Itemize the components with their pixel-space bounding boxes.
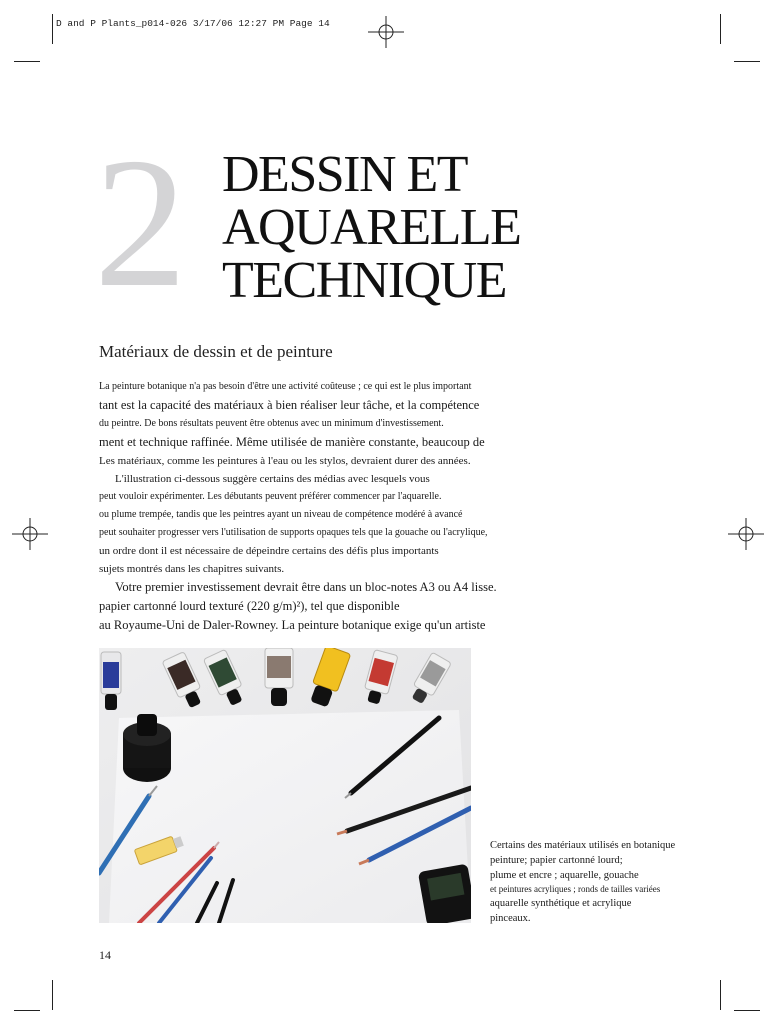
caption-line: et peintures acryliques ; ronds de tailles variées xyxy=(490,884,661,894)
body-line: Les matériaux, comme les peintures à l'eau ou les stylos, devraient durer des années. xyxy=(99,455,471,467)
body-line: un ordre dont il est nécessaire de dépeindre certains des défis plus importants xyxy=(99,545,439,557)
body-line: au Royaume-Uni de Daler-Rowney. La peinture botanique exige qu'un artiste xyxy=(99,618,486,632)
photo-caption xyxy=(490,838,690,926)
body-line: sujets montrés dans les chapitres suivants. xyxy=(99,563,285,575)
caption-line: aquarelle synthétique et acrylique xyxy=(490,898,632,909)
print-slug: D and P Plants_p014-026 3/17/06 12:27 PM Page 14 xyxy=(56,18,330,29)
body-line: Votre premier investissement devrait être dans un bloc-notes A3 ou A4 lisse. xyxy=(115,580,497,594)
caption-line: peinture; papier cartonné lourd; xyxy=(490,855,623,866)
chapter-title-line: DESSIN ET xyxy=(222,146,468,203)
body-line: tant est la capacité des matériaux à bien réaliser leur tâche, et la compétence xyxy=(99,398,480,412)
materials-photo xyxy=(99,648,471,923)
chapter-title-line: AQUARELLE xyxy=(222,199,521,256)
chapter-title xyxy=(222,148,520,307)
chapter-title-line: TECHNIQUE xyxy=(222,252,507,309)
caption-line: pinceaux. xyxy=(490,913,531,924)
materials-photo-image xyxy=(99,648,471,923)
body-line: ou plume trempée, tandis que les peintres ayant un niveau de compétence modéré à avancé xyxy=(99,509,463,520)
body-line: peut vouloir expérimenter. Les débutants peuvent préférer commencer par l'aquarelle. xyxy=(99,491,442,502)
registration-mark-left-icon xyxy=(12,516,48,552)
chapter-number: 2 xyxy=(94,120,187,326)
body-text xyxy=(99,378,499,635)
section-title: Matériaux de dessin et de peinture xyxy=(99,342,333,361)
body-line: papier cartonné lourd texturé (220 g/m)²), tel que disponible xyxy=(99,599,400,613)
caption-line: Certains des matériaux utilisés en botanique xyxy=(490,840,676,851)
body-line: ment et technique raffinée. Même utilisée de manière constante, beaucoup de xyxy=(99,435,485,449)
body-line: La peinture botanique n'a pas besoin d'être une activité coûteuse ; ce qui est le plus important xyxy=(99,381,472,392)
page-number: 14 xyxy=(99,948,111,962)
body-line: L'illustration ci-dessous suggère certains des médias avec lesquels vous xyxy=(115,473,430,485)
registration-mark-right-icon xyxy=(728,516,764,552)
body-line: du peintre. De bons résultats peuvent être obtenus avec un minimum d'investissement. xyxy=(99,418,444,429)
registration-mark-top-icon xyxy=(368,14,404,50)
ink-bottle xyxy=(418,864,471,923)
caption-line: plume et encre ; aquarelle, gouache xyxy=(490,870,639,881)
body-line: peut souhaiter progresser vers l'utilisation de supports opaques tels que la gouache ou l'acrylique, xyxy=(99,527,488,538)
